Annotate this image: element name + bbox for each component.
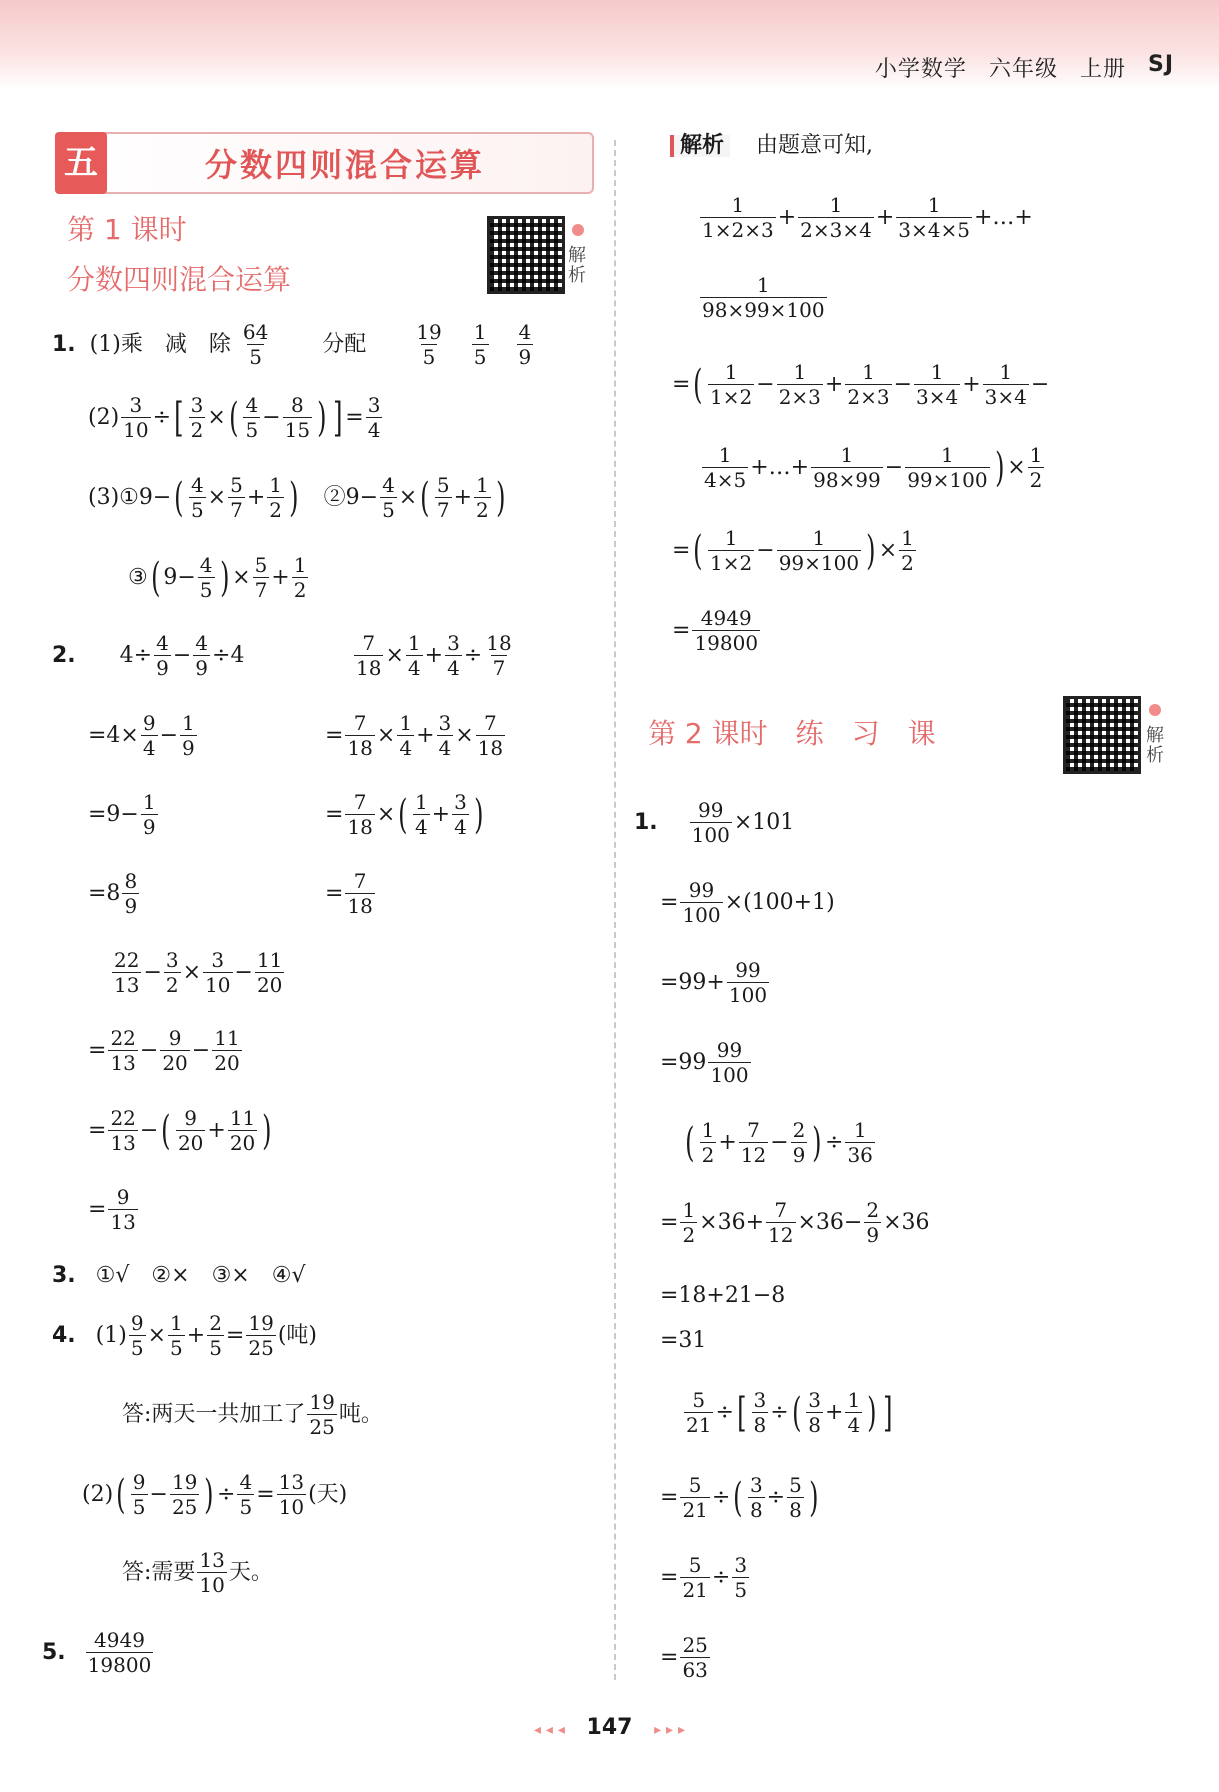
p2-q1-b3: =31 [660, 1328, 707, 1353]
sum-line5: = ( 1 1×2 − 1 99×100 ) × 1 2 [672, 526, 914, 575]
qr-code-icon-2[interactable] [1063, 696, 1141, 774]
header-edition: SJ [1147, 52, 1174, 77]
sum-line4: 1 4×5 +…+ 1 98×99 − 1 99×100 ) × 1 2 [704, 443, 1043, 492]
q2-b: 7 18 × 1 4 + 3 4 ÷ 18 7 [356, 631, 512, 680]
q2-a2: =9− 1 9 [88, 790, 156, 839]
lesson2-title: 第 2 课时 练 习 课 [648, 717, 936, 750]
analysis [670, 135, 873, 157]
p2-q1-c1: = 5 21 ÷ ( 3 8 ÷ 5 8 ) [660, 1473, 819, 1522]
q2-a1: =4× 9 4 − 1 9 [88, 711, 195, 760]
q4-answer1: 答:两天一共加工了 19 25 吨。 [122, 1390, 383, 1439]
qr-code-icon[interactable] [487, 216, 565, 294]
q2-c1: = 22 13 − 9 20 − 11 20 [88, 1026, 240, 1075]
qr-label-2: 解析 [1146, 725, 1164, 766]
next-arrows-icon: ▸ ▸ ▸ [654, 1722, 685, 1738]
q2-c3: = 9 13 [88, 1185, 136, 1234]
p2-q1: 1. 99 100 ×101 [634, 798, 795, 847]
page-number: 147 [586, 1715, 633, 1740]
p2-q1-b2: =18+21−8 [660, 1283, 786, 1308]
q2-b3: = 7 18 [325, 869, 373, 918]
q1-mid: 分配 [322, 331, 367, 357]
p2-q1-b: ( 1 2 + 7 12 − 2 9 ) ÷ 1 36 [685, 1118, 873, 1167]
q1-part1: (1)乘 减 除 [89, 331, 231, 357]
q1-frac-a: 19 5 [416, 320, 442, 369]
sum-line1: 1 1×2×3 + 1 2×3×4 + 1 3×4×5 +…+ [702, 193, 1033, 242]
q5: 5. 4949 19800 [42, 1628, 152, 1677]
page-footer [0, 1715, 1219, 1740]
p2-q1-c3: = 25 63 [660, 1633, 708, 1682]
q4-answer2: 答:需要 13 10 天。 [122, 1548, 273, 1597]
q2-c2: = 22 13 − ( 9 20 + 11 20 ) [88, 1106, 272, 1155]
chapter-title: 分数四则混合运算 [205, 146, 486, 184]
q4-part1: 4. (1) 9 5 × 1 5 + 2 5 = 19 25 (吨) [52, 1311, 317, 1360]
lesson1-title: 分数四则混合运算 [67, 263, 292, 296]
play-icon-2 [1149, 704, 1161, 716]
q2-a3: =8 8 9 [88, 869, 138, 918]
p2-q1-c2: = 5 21 ÷ 3 5 [660, 1553, 748, 1602]
sum-line2: 1 98×99×100 [702, 273, 825, 322]
sum-result: = 4949 19800 [672, 606, 759, 655]
q1 [52, 322, 535, 367]
q2-c: 22 13 − 3 2 × 3 10 − 11 20 [114, 948, 283, 997]
q2-b2: = 7 18 × ( 1 4 + 3 4 ) [325, 790, 484, 839]
q1-frac-c: 4 9 [518, 320, 532, 369]
p2-q1-s3: =99 99 100 [660, 1038, 749, 1087]
q3: 3. ①√ ②× ③× ④√ [52, 1263, 306, 1288]
column-divider [614, 140, 616, 1680]
header-grade: 六年级 [988, 57, 1058, 82]
page-header [875, 52, 1174, 83]
qr-label: 解析 [568, 245, 586, 286]
header-volume: 上册 [1079, 57, 1126, 82]
p2-q1-s2: =99+ $\frac{99}{100}$ [660, 958, 768, 1007]
q2-a: 2. 4÷ 4 9 − 4 9 ÷4 [52, 631, 245, 680]
p2-q1-b1: = 1 2 ×36+ 7 12 ×36− 2 9 ×36 [660, 1198, 930, 1247]
p2-q1-s1: = 99 100 × (100+1) [660, 878, 835, 927]
q1-frac-b: 1 5 [473, 320, 487, 369]
analysis-tag: 解析 [670, 135, 730, 157]
sum-line3: = ( 1 1×2 − 1 2×3 + 1 2×3 − 1 3×4 + 1 3×4 − [672, 360, 1050, 409]
q1-fraction: 64 5 [242, 320, 269, 369]
q1-part3c: ③ ( 9− 4 5 ) × 5 7 + 1 2 [128, 553, 307, 602]
header-subject: 小学数学 [874, 57, 967, 82]
prev-arrows-icon: ◂ ◂ ◂ [534, 1722, 565, 1738]
q1-part3: (3)①9− ( 4 5 × 5 7 + 1 2 ) ②9− 4 5 × ( 5 7 + 1 2 ) [88, 473, 506, 522]
q1-part2: (2) 3 10 ÷ [ 3 2 × ( 4 5 − 8 15 ) ] = 3 4 [88, 393, 381, 442]
play-icon [572, 224, 584, 236]
p2-q1-c: 5 21 ÷ [ 3 8 ÷ ( 3 8 + 1 4 ) ] [686, 1388, 893, 1437]
q1-label: 1. [52, 331, 76, 357]
lesson1-number: 第 1 课时 [67, 213, 187, 246]
chapter-number: 五 [55, 132, 107, 194]
q4-part2: (2) ( 9 5 − 19 25 ) ÷ 4 5 = 13 10 (天) [82, 1470, 348, 1519]
q2-b1: = 7 18 × 1 4 + 3 4 × 7 18 [325, 711, 504, 760]
analysis-text: 由题意可知, [756, 133, 874, 158]
